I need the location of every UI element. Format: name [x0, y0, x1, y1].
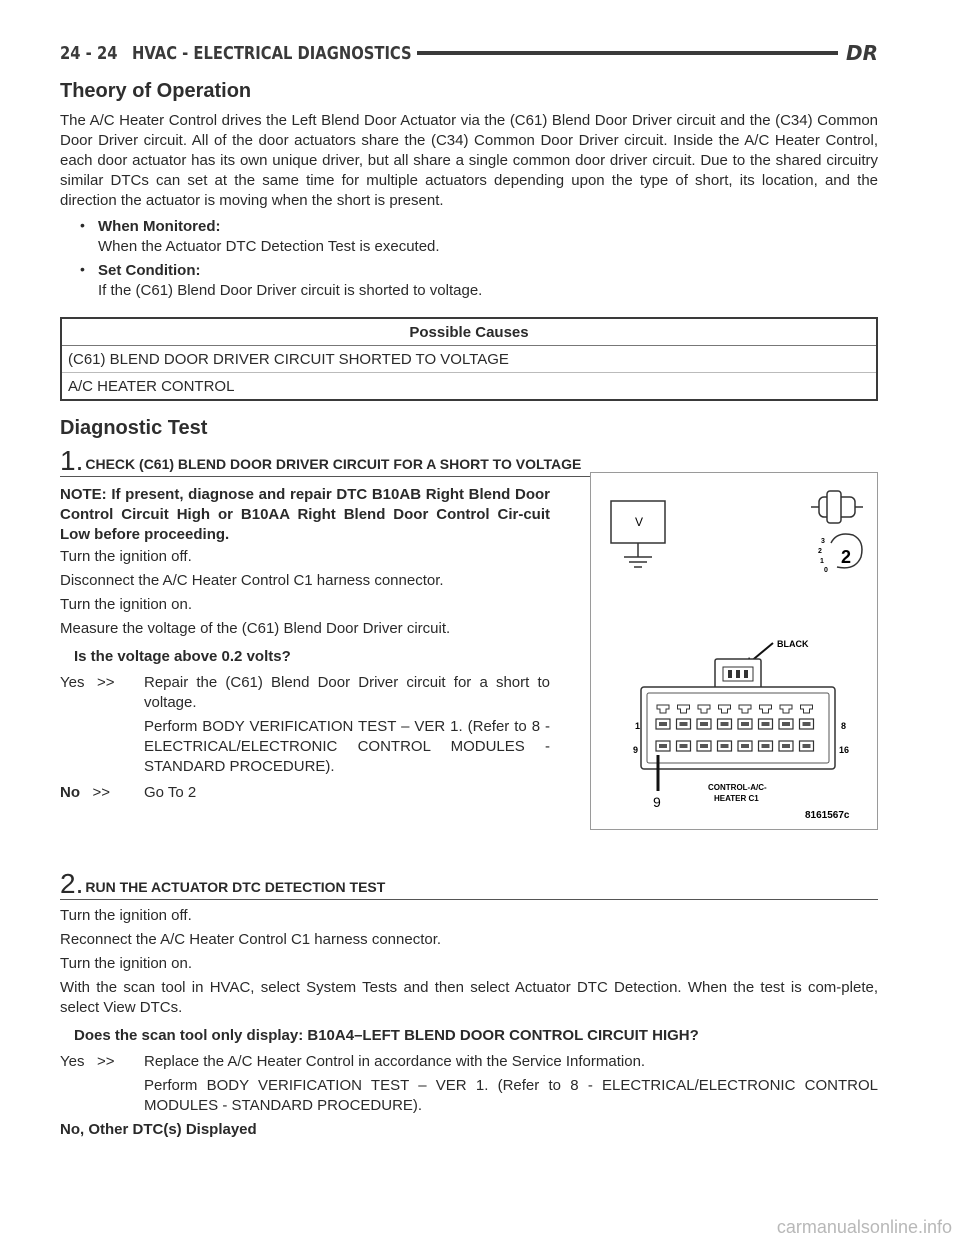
- pin-label-9: 9: [633, 745, 639, 755]
- connector-name-line2: HEATER C1: [714, 794, 759, 803]
- answer-other-dtc: No, Other DTC(s) Displayed: [60, 1121, 257, 1138]
- step-2-header: [60, 868, 878, 900]
- answer-body: [144, 1052, 878, 1116]
- answer-no: [60, 783, 550, 803]
- brand-code: DR: [845, 41, 878, 65]
- pin-label-16: 16: [839, 745, 850, 755]
- answer-line: Repair the (C61) Blend Door Driver circuit for a short to voltage.: [144, 674, 550, 711]
- pin-terminal: [700, 722, 708, 726]
- instruction-line: Turn the ignition off.: [60, 548, 192, 565]
- answer-body: [144, 673, 550, 777]
- pin-terminal: [721, 744, 729, 748]
- bullet-title: When Monitored:: [98, 218, 221, 235]
- answer-line: Go To 2: [144, 784, 197, 801]
- connector-diagram: [591, 473, 877, 829]
- manual-page: [60, 38, 878, 1140]
- pin-terminal: [680, 744, 688, 748]
- step-1-body: [60, 485, 550, 803]
- instruction-line: Disconnect the A/C Heater Control C1 harness connector.: [60, 572, 444, 589]
- svg-text:2: 2: [841, 547, 852, 567]
- bullet-text: When the Actuator DTC Detection Test is executed.: [98, 238, 440, 255]
- pin-label-8: 8: [841, 721, 847, 731]
- pin-terminal: [782, 722, 790, 726]
- theory-paragraph: The A/C Heater Control drives the Left Blend Door Actuator via the (C61) Blend Door Driver circuit and the (C34) Common Door Driver circuit. All of the door actuators share the (C34) Common Door Driver circuit. Inside the A/C Heater Control, each door actuator has its own unique driver, but all share a single common door driver circuit. Due to the shared circuitry similar DTCs can set at the same time for multiple actuators depending upon the type of short, its location, and the direction the actuator is moving when the short is present.: [60, 112, 878, 209]
- step-question: Is the voltage above 0.2 volts?: [74, 648, 291, 665]
- svg-text:3: 3: [821, 538, 825, 545]
- theory-bullets: [80, 217, 878, 301]
- pin-terminal: [659, 722, 667, 726]
- answer-line: Perform BODY VERIFICATION TEST – VER 1. (Refer to 8 - ELECTRICAL/ELECTRONIC CONTROL MODULES - STANDARD PROCEDURE).: [144, 718, 550, 775]
- step-question: Does the scan tool only display: B10A4–LEFT BLEND DOOR CONTROL CIRCUIT HIGH?: [74, 1027, 699, 1044]
- bullet-when-monitored: [80, 217, 878, 257]
- pin-terminal: [803, 744, 811, 748]
- step-2-body: [60, 906, 878, 1140]
- pin-terminal: [741, 744, 749, 748]
- step-note: NOTE: If present, diagnose and repair DTC B10AB Right Blend Door Control Circuit High or B10AA Right Blend Door Control Cir-cuit Low before proceeding.: [60, 486, 550, 543]
- step-number: 1.: [60, 445, 84, 476]
- instruction-line: Turn the ignition off.: [60, 907, 192, 924]
- diagnostic-heading: Diagnostic Test: [60, 417, 208, 439]
- pin-label-1: 1: [635, 721, 641, 731]
- instruction-line: Measure the voltage of the (C61) Blend Door Driver circuit.: [60, 620, 451, 637]
- bullet-set-condition: [80, 261, 878, 301]
- figure-id: 8161567c: [805, 810, 850, 821]
- voltmeter-label: V: [635, 515, 644, 529]
- cause-row: A/C HEATER CONTROL: [61, 373, 877, 401]
- svg-text:0: 0: [824, 567, 828, 574]
- answer-label: No >>: [60, 784, 111, 801]
- svg-text:2: 2: [818, 548, 822, 555]
- connector-name-line1: CONTROL-A/C-: [708, 783, 767, 792]
- theory-heading: Theory of Operation: [60, 80, 252, 102]
- page-number: 24 - 24: [60, 42, 118, 64]
- answer-label: Yes >>: [60, 1053, 115, 1070]
- svg-text:1: 1: [820, 558, 824, 565]
- pin-terminal: [659, 744, 667, 748]
- instruction-line: Reconnect the A/C Heater Control C1 harness connector.: [60, 931, 442, 948]
- mini-connector-icon: [811, 491, 863, 523]
- step-title: CHECK (C61) BLEND DOOR DRIVER CIRCUIT FOR A SHORT TO VOLTAGE: [85, 456, 582, 472]
- pin-terminal: [680, 722, 688, 726]
- pin-terminal: [782, 744, 790, 748]
- pin-terminal: [762, 722, 770, 726]
- connector-c1: [641, 659, 835, 769]
- possible-causes-table: [60, 317, 878, 401]
- step-number: 2.: [60, 868, 84, 899]
- answer-body: [144, 783, 550, 803]
- bullet-dot: •: [80, 217, 85, 233]
- connector-color-label: BLACK: [777, 639, 809, 649]
- section-title: HVAC - ELECTRICAL DIAGNOSTICS: [132, 42, 412, 64]
- watermark: carmanualsonline.info: [776, 1217, 952, 1237]
- answer-yes: [60, 1052, 878, 1116]
- mini-scale-icon: [818, 534, 862, 574]
- page-header: [60, 38, 878, 68]
- pin-terminal: [803, 722, 811, 726]
- causes-header: Possible Causes: [61, 318, 877, 346]
- pin-terminal: [700, 744, 708, 748]
- instruction-line: Turn the ignition on.: [60, 596, 193, 613]
- connector-figure: [590, 472, 878, 830]
- instruction-line: With the scan tool in HVAC, select System Tests and then select Actuator DTC Detection. When the test is com-plete, select View DTCs.: [60, 979, 878, 1016]
- instruction-line: Turn the ignition on.: [60, 955, 193, 972]
- probe-callout: 9: [653, 794, 661, 810]
- pin-terminal: [762, 744, 770, 748]
- bullet-text: If the (C61) Blend Door Driver circuit is shorted to voltage.: [98, 282, 483, 299]
- cause-row: (C61) BLEND DOOR DRIVER CIRCUIT SHORTED TO VOLTAGE: [61, 346, 877, 373]
- answer-line: Perform BODY VERIFICATION TEST – VER 1. (Refer to 8 - ELECTRICAL/ELECTRONIC CONTROL MODULES - STANDARD PROCEDURE).: [144, 1077, 878, 1114]
- pin-terminal: [741, 722, 749, 726]
- step-title: RUN THE ACTUATOR DTC DETECTION TEST: [85, 879, 386, 895]
- answer-line: Replace the A/C Heater Control in accordance with the Service Information.: [144, 1053, 646, 1070]
- bullet-title: Set Condition:: [98, 262, 201, 279]
- header-rule: [417, 51, 838, 55]
- answer-label: Yes >>: [60, 674, 115, 691]
- answer-yes: [60, 673, 550, 777]
- bullet-dot: •: [80, 261, 85, 277]
- pin-terminal: [721, 722, 729, 726]
